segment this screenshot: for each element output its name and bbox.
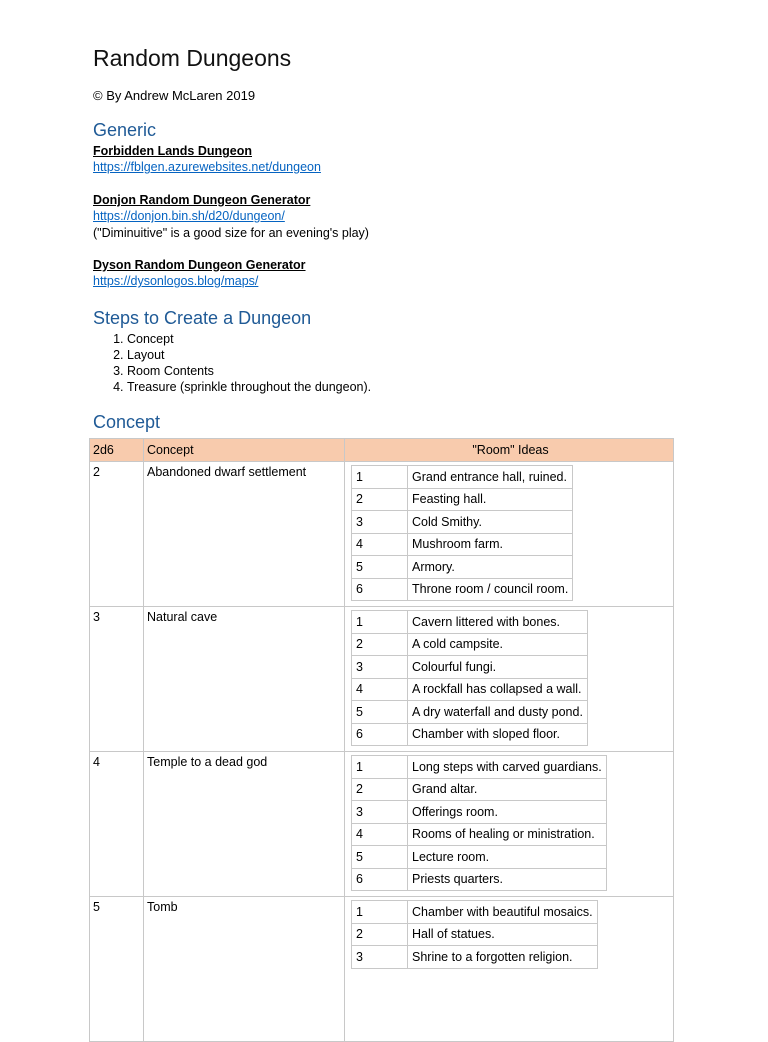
table-header-row: [90, 439, 674, 462]
roll-cell: 3: [90, 607, 144, 752]
source-note-donjon: ("Diminuitive" is a good size for an evening's play): [93, 226, 369, 240]
idea-row: [352, 511, 573, 534]
idea-number: 3: [352, 511, 408, 534]
idea-row: [352, 778, 607, 801]
concept-cell: Temple to a dead god: [144, 752, 345, 897]
step-item: 4. Treasure (sprinkle throughout the dungeon).: [127, 379, 371, 395]
table-row: [90, 752, 674, 897]
ideas-cell: [345, 897, 674, 1042]
idea-number: 6: [352, 578, 408, 601]
idea-text: Long steps with carved guardians.: [408, 756, 607, 779]
step-item: 2. Layout: [127, 347, 371, 363]
idea-number: 2: [352, 488, 408, 511]
step-item: 1. Concept: [127, 331, 371, 347]
room-ideas-table: [351, 465, 573, 601]
idea-number: 3: [352, 656, 408, 679]
header-room-ideas: "Room" Ideas: [345, 439, 674, 462]
room-ideas-table: [351, 610, 588, 746]
ideas-cell: [345, 462, 674, 607]
idea-number: 1: [352, 901, 408, 924]
idea-row: [352, 556, 573, 579]
idea-number: 1: [352, 466, 408, 489]
idea-number: 2: [352, 923, 408, 946]
idea-text: Rooms of healing or ministration.: [408, 823, 607, 846]
idea-text: Colourful fungi.: [408, 656, 588, 679]
concept-cell: Natural cave: [144, 607, 345, 752]
header-roll: 2d6: [90, 439, 144, 462]
concept-cell: Tomb: [144, 897, 345, 1042]
roll-cell: 4: [90, 752, 144, 897]
idea-number: 1: [352, 611, 408, 634]
idea-row: [352, 701, 588, 724]
idea-row: [352, 723, 588, 746]
idea-number: 5: [352, 846, 408, 869]
ideas-cell: [345, 752, 674, 897]
idea-text: Cold Smithy.: [408, 511, 573, 534]
idea-text: Armory.: [408, 556, 573, 579]
generic-heading: Generic: [93, 120, 157, 140]
idea-row: [352, 901, 598, 924]
source-link-dyson[interactable]: https://dysonlogos.blog/maps/: [93, 274, 259, 288]
idea-number: 4: [352, 823, 408, 846]
idea-row: [352, 801, 607, 824]
idea-number: 2: [352, 778, 408, 801]
idea-text: Chamber with beautiful mosaics.: [408, 901, 598, 924]
idea-row: [352, 578, 573, 601]
source-name-donjon: Donjon Random Dungeon Generator: [93, 193, 311, 207]
idea-row: [352, 756, 607, 779]
idea-text: Priests quarters.: [408, 868, 607, 891]
idea-text: A rockfall has collapsed a wall.: [408, 678, 588, 701]
idea-row: [352, 823, 607, 846]
idea-number: 5: [352, 701, 408, 724]
room-ideas-table: [351, 755, 607, 891]
source-name-dyson: Dyson Random Dungeon Generator: [93, 258, 306, 272]
idea-text: Offerings room.: [408, 801, 607, 824]
idea-row: [352, 633, 588, 656]
idea-row: [352, 656, 588, 679]
idea-text: Throne room / council room.: [408, 578, 573, 601]
idea-row: [352, 868, 607, 891]
roll-cell: 2: [90, 462, 144, 607]
page-title: Random Dungeons: [93, 45, 292, 71]
idea-text: Hall of statues.: [408, 923, 598, 946]
idea-text: Grand altar.: [408, 778, 607, 801]
source-link-forbidden-lands[interactable]: https://fblgen.azurewebsites.net/dungeon: [93, 160, 321, 174]
idea-number: 3: [352, 801, 408, 824]
idea-row: [352, 923, 598, 946]
idea-text: Chamber with sloped floor.: [408, 723, 588, 746]
table-row: [90, 462, 674, 607]
idea-number: 2: [352, 633, 408, 656]
table-row: [90, 607, 674, 752]
idea-row: [352, 846, 607, 869]
idea-text: Lecture room.: [408, 846, 607, 869]
source-name-forbidden-lands: Forbidden Lands Dungeon: [93, 144, 253, 158]
idea-text: Cavern littered with bones.: [408, 611, 588, 634]
header-concept: Concept: [144, 439, 345, 462]
idea-text: A dry waterfall and dusty pond.: [408, 701, 588, 724]
idea-number: 3: [352, 946, 408, 969]
source-link-donjon[interactable]: https://donjon.bin.sh/d20/dungeon/: [93, 209, 285, 223]
concept-table: [89, 438, 674, 1042]
room-ideas-table: [351, 900, 598, 969]
step-item: 3. Room Contents: [127, 363, 371, 379]
steps-list: [93, 331, 371, 395]
idea-number: 5: [352, 556, 408, 579]
idea-row: [352, 488, 573, 511]
author-byline: © By Andrew McLaren 2019: [93, 88, 256, 103]
idea-text: Feasting hall.: [408, 488, 573, 511]
ideas-cell: [345, 607, 674, 752]
idea-text: Shrine to a forgotten religion.: [408, 946, 598, 969]
idea-number: 6: [352, 868, 408, 891]
concept-heading: Concept: [93, 412, 161, 432]
roll-cell: 5: [90, 897, 144, 1042]
idea-number: 1: [352, 756, 408, 779]
idea-row: [352, 611, 588, 634]
idea-number: 4: [352, 533, 408, 556]
concept-cell: Abandoned dwarf settlement: [144, 462, 345, 607]
idea-row: [352, 466, 573, 489]
idea-row: [352, 533, 573, 556]
steps-heading: Steps to Create a Dungeon: [93, 308, 312, 328]
table-row: [90, 897, 674, 1042]
idea-row: [352, 678, 588, 701]
idea-text: Grand entrance hall, ruined.: [408, 466, 573, 489]
idea-row: [352, 946, 598, 969]
idea-number: 6: [352, 723, 408, 746]
idea-number: 4: [352, 678, 408, 701]
idea-text: Mushroom farm.: [408, 533, 573, 556]
idea-text: A cold campsite.: [408, 633, 588, 656]
